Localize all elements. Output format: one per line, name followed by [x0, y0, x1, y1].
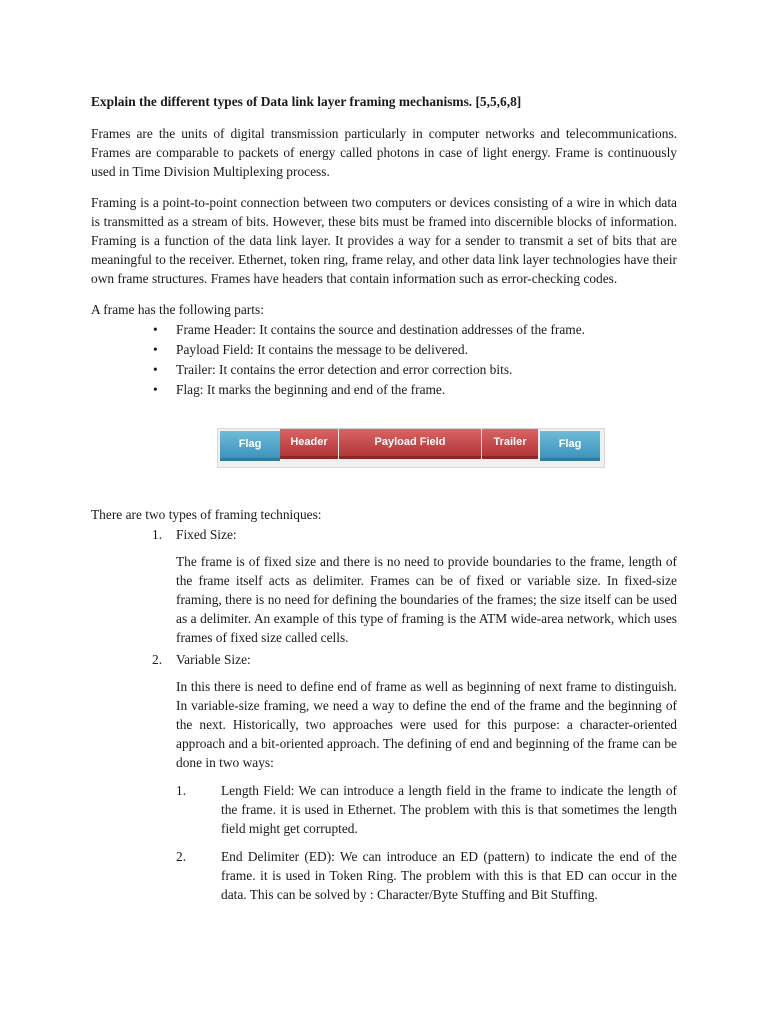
- list-item-text: Flag: It marks the beginning and end of the frame.: [176, 382, 446, 397]
- diagram-flag-start: Flag: [220, 431, 280, 461]
- paragraph-frames-definition: Frames are the units of digital transmission particularly in computer networks and telecommunications. Frames are comparable to packets of energy called photons in case of light energy. Frame is continuously used in Time Division Multiplexing process.: [91, 126, 677, 179]
- list-item: [91, 340, 677, 359]
- bullet-icon: •: [153, 342, 158, 357]
- list-item: [91, 380, 677, 399]
- item-number: 1.: [152, 527, 163, 542]
- item-text: End Delimiter (ED): We can introduce an ED (pattern) to indicate the end of the frame. it is used in Token Ring. The problem with this is that ED can occur in the data. This can be solved by : Character/Byte Stuffing and Bit Stuffing.: [221, 849, 677, 902]
- item-title: Variable Size:: [176, 652, 251, 667]
- page-title: Explain the different types of Data link layer framing mechanisms. [5,5,6,8]: [91, 94, 522, 109]
- list-item: [91, 360, 677, 379]
- bullet-icon: •: [153, 362, 158, 377]
- types-intro: There are two types of framing techniques:: [91, 507, 322, 522]
- framing-type-variable: [91, 650, 677, 669]
- document-page: [91, 92, 677, 904]
- item-number: 1.: [176, 783, 187, 798]
- way-length-field: [91, 781, 677, 838]
- way-end-delimiter: [91, 847, 677, 904]
- variable-size-description: In this there is need to define end of frame as well as beginning of next frame to distinguish. In variable-size framing, we need a way to define the end of the frame and the beginning of the next. Historically, two approaches were used for this purpose: a character-oriented approach and a bit-oriented approach. The defining of end and beginning of the frame can be done in two ways:: [176, 679, 677, 770]
- diagram-flag-end: Flag: [540, 431, 600, 461]
- paragraph-framing-description: Framing is a point-to-point connection between two computers or devices consisting of a wire in which data is transmitted as a stream of bits. However, these bits must be framed into discernible blocks of information. Framing is a function of the data link layer. It provides a way for a sender to transmit a set of bits that are meaningful to the receiver. Ethernet, token ring, frame relay, and other data link layer technologies have their own frame structures. Frames have headers that contain information such as error-checking codes.: [91, 195, 677, 286]
- item-title: Fixed Size:: [176, 527, 237, 542]
- diagram-payload-field: Payload Field: [339, 429, 481, 459]
- frame-parts-list: [91, 320, 677, 399]
- parts-intro: A frame has the following parts:: [91, 302, 264, 317]
- bullet-icon: •: [153, 382, 158, 397]
- list-item-text: Payload Field: It contains the message to be delivered.: [176, 342, 468, 357]
- fixed-size-description: The frame is of fixed size and there is no need to provide boundaries to the frame, length of the frame itself acts as delimiter. Frames can be of fixed or variable size. In fixed-size framing, there is no need for defining the boundaries of the frames; the size itself can be used as a delimiter. An example of this type of framing is the ATM wide-area network, which uses frames of fixed size called cells.: [176, 554, 677, 645]
- diagram-header: Header: [280, 429, 338, 459]
- list-item-text: Trailer: It contains the error detection and error correction bits.: [176, 362, 513, 377]
- frame-structure-diagram: [218, 429, 604, 467]
- list-item-text: Frame Header: It contains the source and destination addresses of the frame.: [176, 322, 586, 337]
- framing-type-fixed: [91, 525, 677, 544]
- list-item: [91, 320, 677, 339]
- bullet-icon: •: [153, 322, 158, 337]
- item-text: Length Field: We can introduce a length field in the frame to indicate the length of the frame. it is used in Ethernet. The problem with this is that sometimes the length field might get corrupted.: [221, 783, 677, 836]
- diagram-trailer: Trailer: [482, 429, 538, 459]
- item-number: 2.: [152, 652, 163, 667]
- item-number: 2.: [176, 849, 187, 864]
